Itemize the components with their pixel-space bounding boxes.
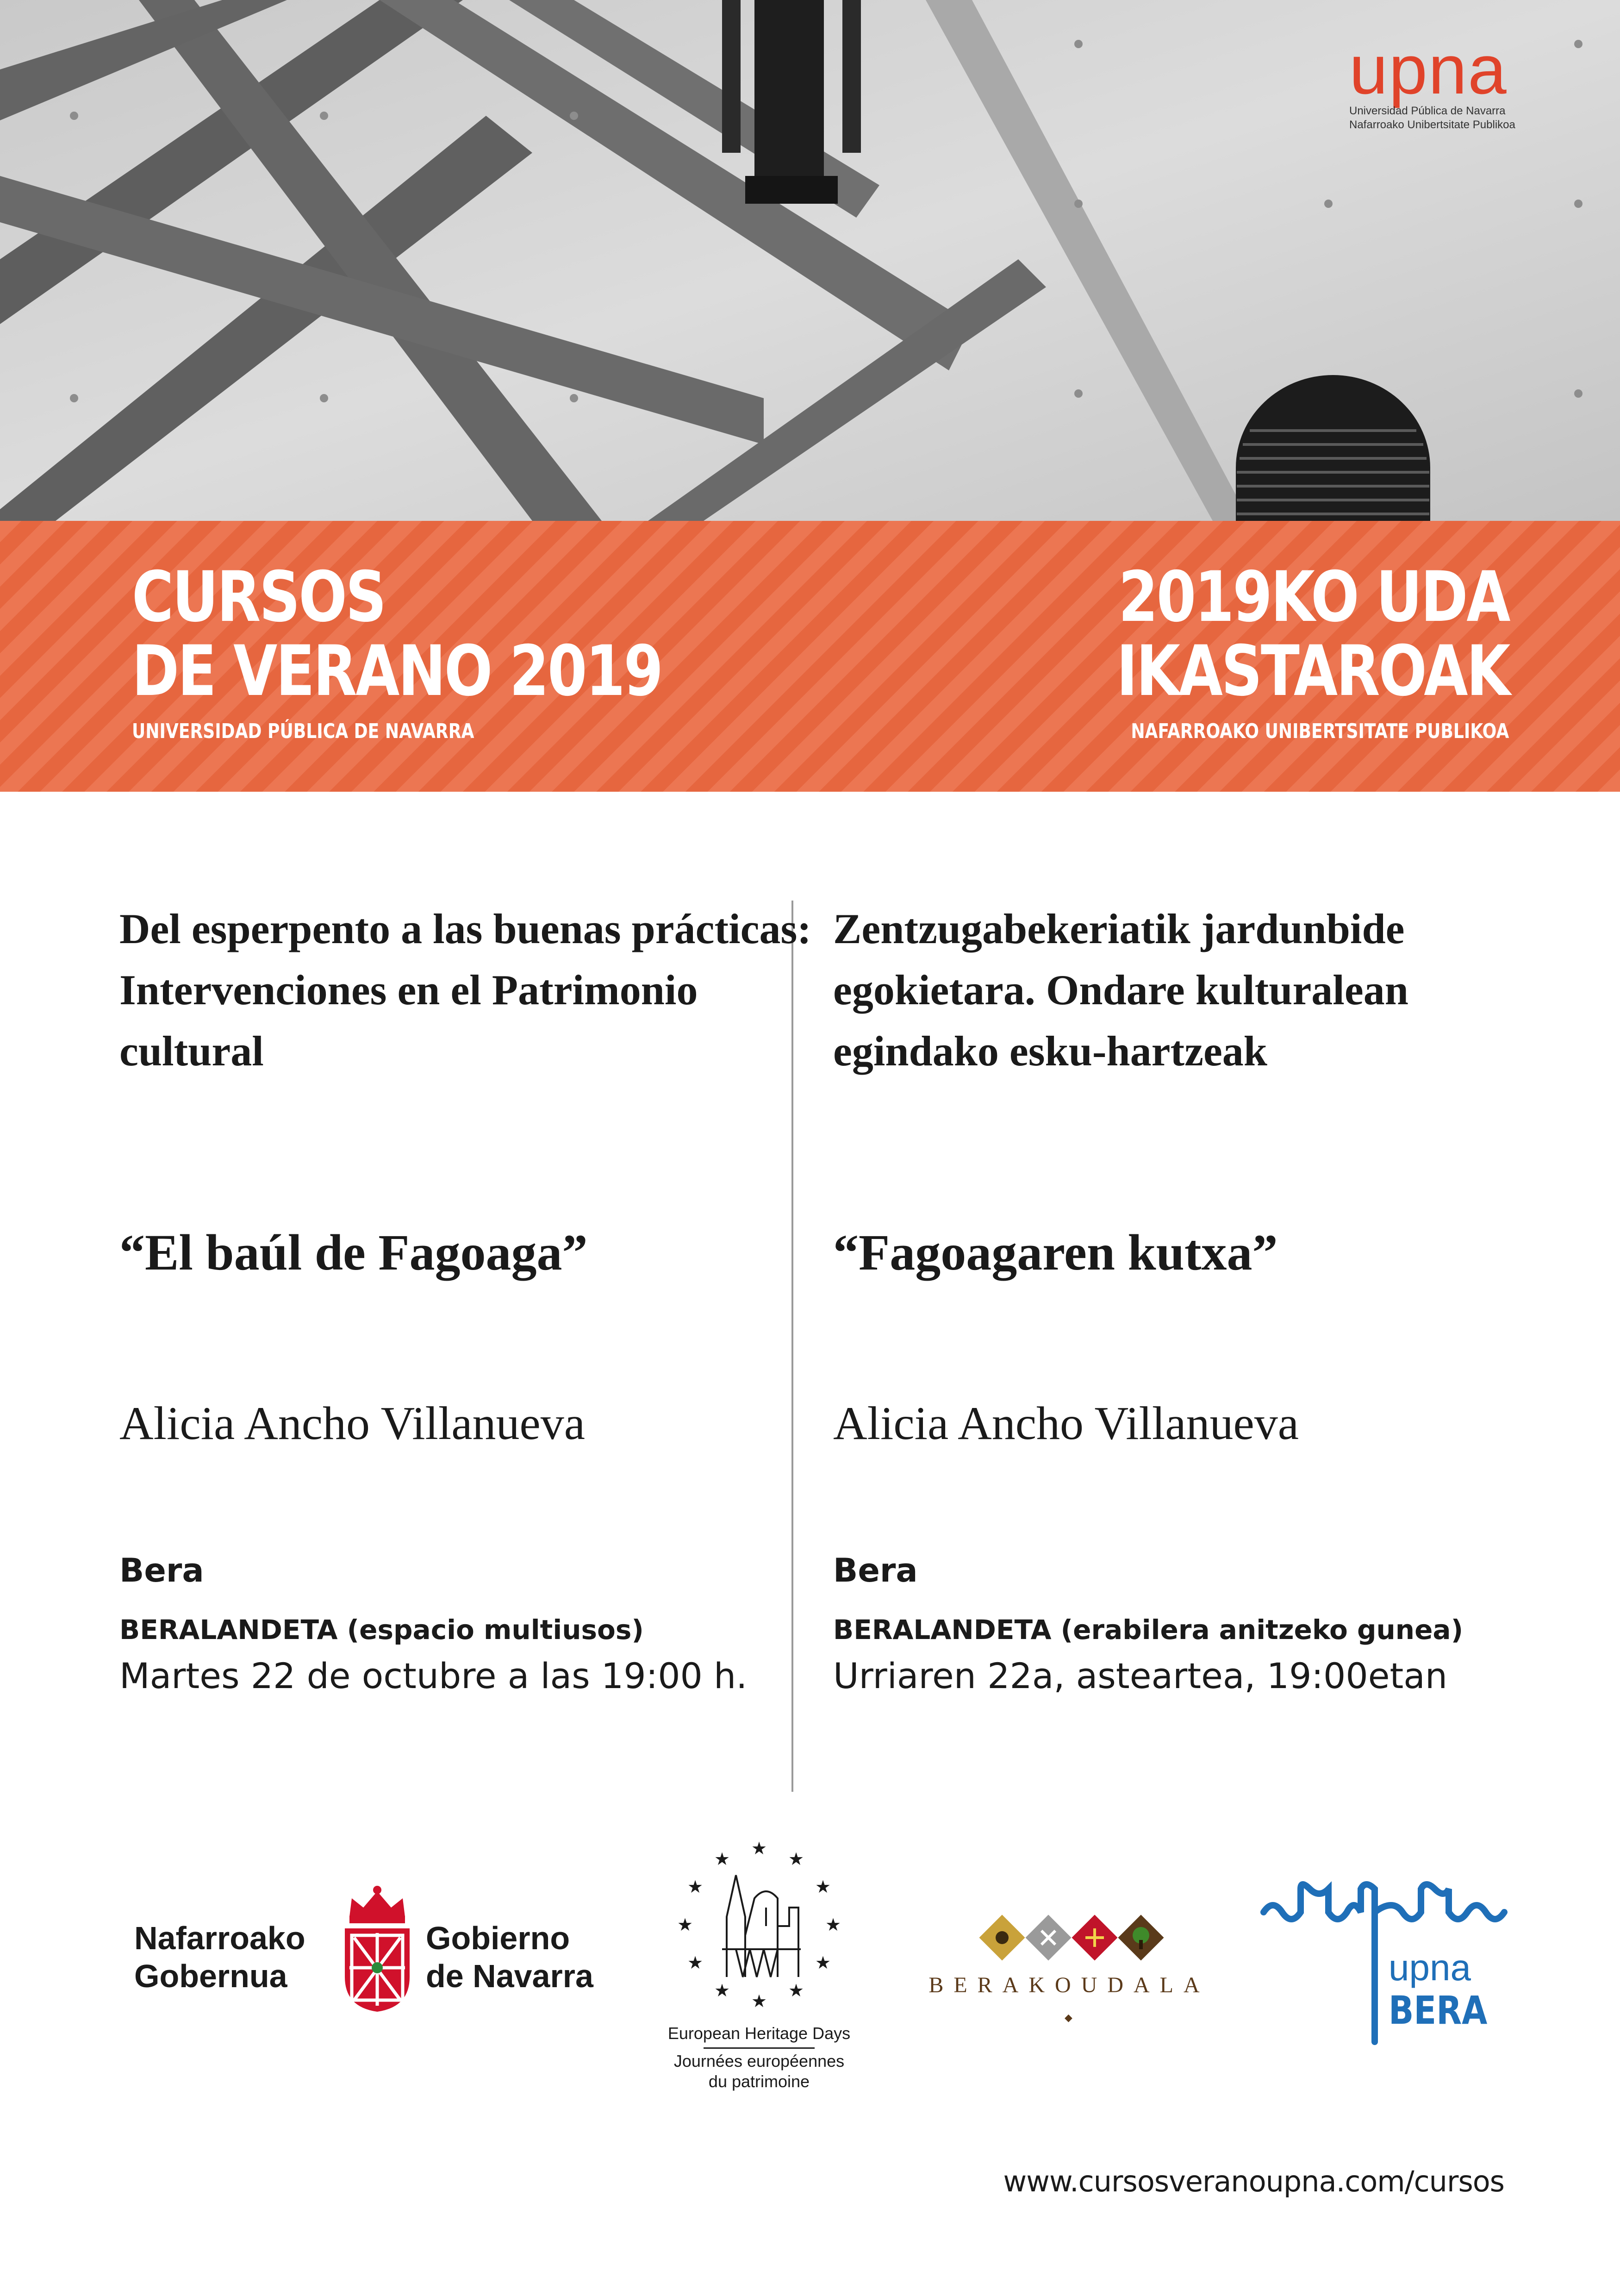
- band-subtitle-eu: NAFARROAKO UNIBERTSITATE PUBLIKOA: [1131, 719, 1509, 743]
- title-band: [0, 521, 1620, 792]
- bera-coat-of-arms-icon: [953, 1912, 1185, 1968]
- svg-text:★: ★: [687, 1952, 704, 1973]
- band-title-es: [132, 557, 662, 712]
- svg-text:★: ★: [788, 1980, 804, 2001]
- upna-logo-line1: Universidad Pública de Navarra: [1349, 105, 1506, 117]
- gobierno-navarra-logo: [134, 1884, 611, 2014]
- heritage-text-en: European Heritage Days: [667, 2024, 851, 2043]
- talk-title-eu: “Fagoagaren kutxa”: [833, 1224, 1278, 1281]
- upna-bera-logo: [1254, 1861, 1514, 2046]
- svg-text:★: ★: [677, 1914, 693, 1935]
- svg-text:★: ★: [815, 1952, 831, 1973]
- svg-text:★: ★: [815, 1877, 831, 1897]
- heritage-text-fr-line1: Journées européennes: [673, 2052, 845, 2071]
- course-column-es: [119, 898, 814, 1696]
- venue-eu: BERALANDETA (erabilera anitzeko gunea): [833, 1614, 1464, 1645]
- course-column-eu: [833, 898, 1527, 1696]
- talk-title-es: “El baúl de Fagoaga”: [119, 1224, 588, 1281]
- bera-ornament: ◆: [1065, 2012, 1072, 2023]
- course-title-es: Del esperpento a las buenas prácticas: Intervenciones en el Patrimonio cultural: [119, 905, 811, 1075]
- band-title-eu: [1116, 557, 1509, 712]
- band-title-es-line1: CURSOS: [132, 557, 385, 638]
- speaker-es: Alicia Ancho Villanueva: [119, 1397, 586, 1450]
- navarra-shield-icon: [338, 1884, 417, 2014]
- place-es: Bera: [119, 1552, 204, 1589]
- svg-text:★: ★: [687, 1877, 704, 1897]
- bera-council-logo: [916, 1912, 1222, 2042]
- website-link[interactable]: www.cursosveranoupna.com/cursos: [1003, 2165, 1504, 2198]
- heritage-rule: [704, 2047, 815, 2049]
- upna-bera-line1: upna: [1389, 1947, 1471, 1988]
- heritage-stars-icon: [667, 1833, 852, 2019]
- svg-text:★: ★: [825, 1914, 841, 1935]
- upna-logo-line2: Nafarroako Unibertsitate Publikoa: [1349, 119, 1515, 131]
- gobierno-navarra-es-line1: Gobierno: [426, 1920, 570, 1956]
- upna-bera-line2: BERA: [1389, 1988, 1488, 2033]
- gobierno-navarra-eu-line1: Nafarroako: [134, 1920, 305, 1956]
- speaker-eu: Alicia Ancho Villanueva: [833, 1397, 1299, 1450]
- gobierno-navarra-eu-line2: Gobernua: [134, 1958, 287, 1994]
- band-title-eu-line1: 2019KO UDA: [1118, 557, 1509, 638]
- band-title-es-line2: DE VERANO 2019: [132, 631, 662, 712]
- svg-text:★: ★: [751, 1838, 767, 1858]
- heritage-text-fr-line2: du patrimoine: [708, 2072, 810, 2091]
- european-heritage-days-logo: [639, 1833, 879, 2111]
- datetime-es: Martes 22 de octubre a las 19:00 h.: [119, 1655, 748, 1696]
- svg-text:★: ★: [714, 1849, 730, 1869]
- band-title-eu-line2: IKASTAROAK: [1116, 631, 1509, 712]
- gobierno-navarra-es-text: [426, 1919, 593, 1995]
- gobierno-navarra-eu-text: [134, 1919, 305, 1995]
- upna-logo: [1349, 31, 1562, 132]
- datetime-eu: Urriaren 22a, asteartea, 19:00etan: [833, 1655, 1448, 1696]
- venue-es: BERALANDETA (espacio multiusos): [119, 1614, 644, 1645]
- band-subtitle-es: UNIVERSIDAD PÚBLICA DE NAVARRA: [132, 719, 474, 743]
- place-eu: Bera: [833, 1552, 918, 1589]
- svg-text:★: ★: [714, 1980, 730, 2001]
- upna-wordmark: upna: [1349, 31, 1508, 108]
- gobierno-navarra-es-line2: de Navarra: [426, 1958, 593, 1994]
- svg-text:★: ★: [751, 1991, 767, 2011]
- bera-council-name: BERAKOUDALA: [928, 1973, 1210, 1997]
- heritage-text-fr: [639, 2051, 879, 2092]
- course-title-eu: Zentzugabekeriatik jardunbide egokietara. Ondare kulturalean egindako esku-hartzeak: [833, 905, 1408, 1075]
- svg-text:★: ★: [788, 1849, 804, 1869]
